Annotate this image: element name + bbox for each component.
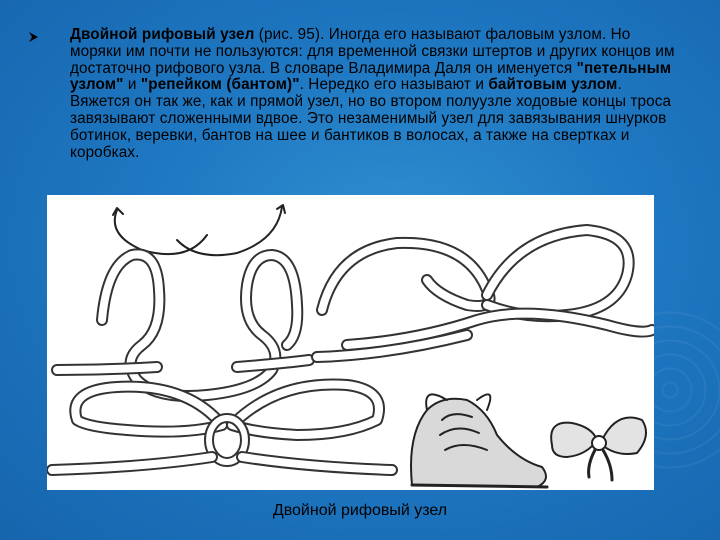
dal-name-1-bold: "петельным узлом" (70, 59, 672, 94)
text-run: и (123, 76, 141, 94)
shoe-drawing (411, 394, 547, 487)
dal-name-2-bold: "репейком (бантом)" (140, 76, 300, 94)
knot-step-1-drawing (57, 205, 309, 396)
text-run: (рис. 95). Иногда его называют фаловым узлом. Но моряки им почти не пользуются: для временной связки штертов и других концов им достаточно рифового узла. В словаре Владимира Даля он именуется (70, 26, 675, 77)
bait-knot-bold: байтовым узлом (488, 76, 618, 94)
text-run: . Вяжется он так же, как и прямой узел, но во втором полуузле ходовые концы троса завязывают сложенными вдвое. Это незаменимый узел для завязывания шнурков ботинок, веревки, бантов на шее и бантиков в волосах, а также на свертках и коробках. (70, 76, 672, 161)
knot-description-paragraph (70, 27, 676, 161)
bow-drawing (551, 418, 646, 481)
knot-step-2-drawing (317, 230, 652, 357)
knot-illustration (47, 195, 654, 490)
arrow-bullet-icon (28, 30, 40, 42)
figure-caption: Двойной рифовый узел (272, 502, 448, 519)
knot-name-bold: Двойной рифовый узел (70, 26, 255, 43)
text-run: . Нередко его называют и (299, 76, 489, 94)
